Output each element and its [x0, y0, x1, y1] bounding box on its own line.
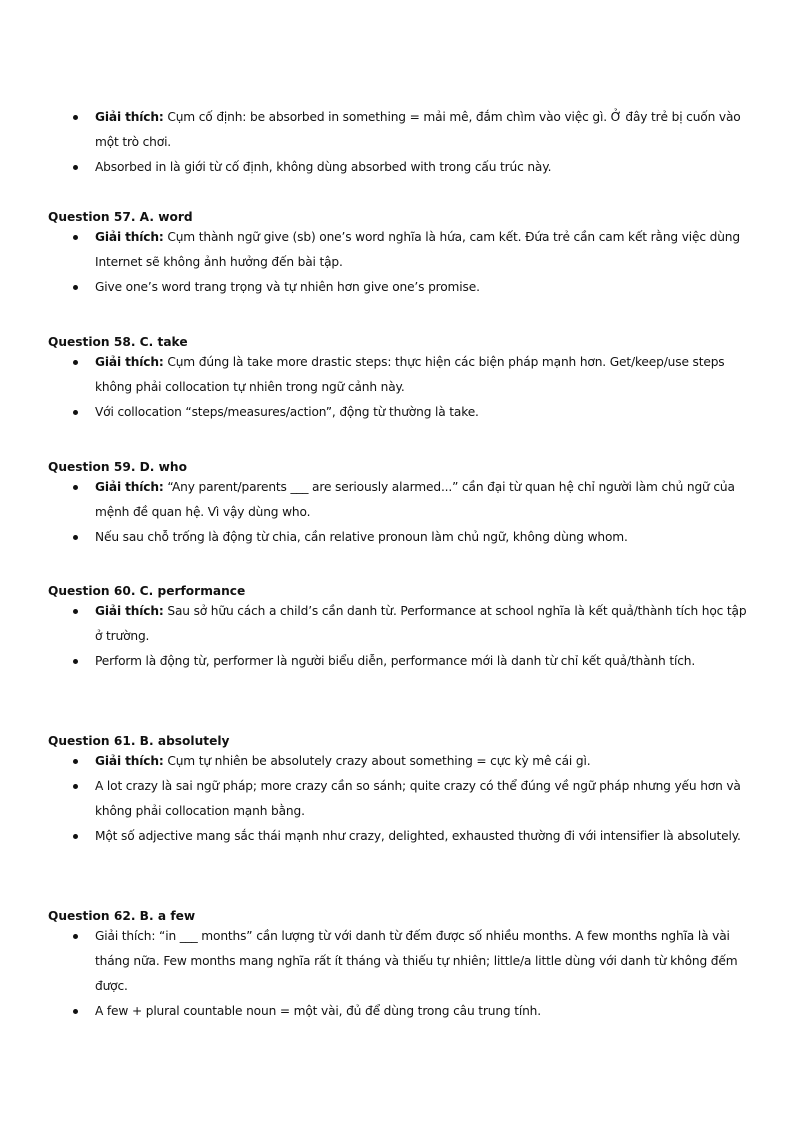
bullet-icon — [73, 784, 78, 789]
question-title: Question 57. A. word — [48, 210, 193, 224]
question-61 — [48, 733, 748, 849]
explanation-text: Với collocation “steps/measures/action”, động từ thường là take. — [95, 405, 479, 419]
bullet-icon — [73, 285, 78, 290]
explanation-label: Giải thích: — [95, 355, 164, 369]
bullet-icon — [73, 834, 78, 839]
explanation-text: Cụm thành ngữ give (sb) one’s word nghĩa là hứa, cam kết. Đứa trẻ cần cam kết rằng việc dùng Internet sẽ không ảnh hưởng đến bài tập. — [95, 230, 740, 269]
bullet-icon — [73, 1009, 78, 1014]
explanation-list — [48, 105, 748, 180]
question-56-continuation — [48, 105, 748, 180]
bullet-icon — [73, 485, 78, 490]
explanation-label: Giải thích: — [95, 604, 164, 618]
question-title: Question 58. C. take — [48, 335, 188, 349]
question-57 — [48, 209, 748, 300]
question-59 — [48, 459, 748, 550]
bullet-icon — [73, 535, 78, 540]
bullet-icon — [73, 360, 78, 365]
explanation-text: A lot crazy là sai ngữ pháp; more crazy cần so sánh; quite crazy có thể đúng về ngữ pháp nhưng yếu hơn và không phải collocation mạnh bằng. — [95, 779, 741, 818]
question-62 — [48, 908, 748, 1024]
question-60 — [48, 583, 748, 674]
explanation-text: Cụm đúng là take more drastic steps: thực hiện các biện pháp mạnh hơn. Get/keep/use steps không phải collocation tự nhiên trong ngữ cảnh này. — [95, 355, 725, 394]
explanation-list — [48, 599, 748, 674]
list-item — [48, 155, 748, 180]
list-item — [48, 999, 748, 1024]
list-item — [48, 225, 748, 275]
explanation-text: A few + plural countable noun = một vài, đủ để dùng trong câu trung tính. — [95, 1004, 541, 1018]
list-item — [48, 475, 748, 525]
explanation-text: Một số adjective mang sắc thái mạnh như crazy, delighted, exhausted thường đi với intensifier là absolutely. — [95, 829, 741, 843]
bullet-icon — [73, 165, 78, 170]
bullet-icon — [73, 410, 78, 415]
explanation-text: Give one’s word trang trọng và tự nhiên hơn give one’s promise. — [95, 280, 480, 294]
explanation-text: “Any parent/parents ___ are seriously alarmed...” cần đại từ quan hệ chỉ người làm chủ ngữ của mệnh đề quan hệ. Vì vậy dùng who. — [95, 480, 735, 519]
question-title: Question 60. C. performance — [48, 584, 246, 598]
list-item — [48, 774, 748, 824]
list-item — [48, 400, 748, 425]
explanation-text: Absorbed in là giới từ cố định, không dùng absorbed with trong cấu trúc này. — [95, 160, 552, 174]
explanation-list — [48, 350, 748, 425]
question-title: Question 61. B. absolutely — [48, 734, 230, 748]
question-58 — [48, 334, 748, 425]
explanation-list — [48, 924, 748, 1024]
bullet-icon — [73, 115, 78, 120]
list-item — [48, 749, 748, 774]
explanation-label: Giải thích: — [95, 230, 164, 244]
explanation-text: Cụm tự nhiên be absolutely crazy about something = cực kỳ mê cái gì. — [163, 754, 591, 768]
explanation-label: Giải thích: — [95, 754, 164, 768]
list-item — [48, 525, 748, 550]
explanation-label: Giải thích: — [95, 480, 164, 494]
explanation-text: Giải thích: “in ___ months” cần lượng từ với danh từ đếm được số nhiều months. A few months nghĩa là vài tháng nữa. Few months mang nghĩa rất ít tháng và thiếu tự nhiên; little/a little dùng với danh từ không đếm được. — [95, 929, 738, 993]
explanation-list — [48, 225, 748, 300]
explanation-text: Perform là động từ, performer là người biểu diễn, performance mới là danh từ chỉ kết quả/thành tích. — [95, 654, 696, 668]
question-title: Question 62. B. a few — [48, 909, 196, 923]
list-item — [48, 275, 748, 300]
explanation-list — [48, 475, 748, 550]
list-item — [48, 599, 748, 649]
bullet-icon — [73, 235, 78, 240]
list-item — [48, 924, 748, 999]
explanation-list — [48, 749, 748, 849]
bullet-icon — [73, 659, 78, 664]
bullet-icon — [73, 934, 78, 939]
explanation-text: Cụm cố định: be absorbed in something = mải mê, đắm chìm vào việc gì. Ở đây trẻ bị cuốn vào một trò chơi. — [95, 110, 741, 149]
list-item — [48, 649, 748, 674]
list-item — [48, 350, 748, 400]
question-title: Question 59. D. who — [48, 460, 187, 474]
list-item — [48, 105, 748, 155]
explanation-text: Nếu sau chỗ trống là động từ chia, cần relative pronoun làm chủ ngữ, không dùng whom. — [95, 530, 628, 544]
bullet-icon — [73, 609, 78, 614]
explanation-label: Giải thích: — [95, 110, 164, 124]
explanation-text: Sau sở hữu cách a child’s cần danh từ. Performance at school nghĩa là kết quả/thành tích học tập ở trường. — [95, 604, 747, 643]
list-item — [48, 824, 748, 849]
bullet-icon — [73, 759, 78, 764]
